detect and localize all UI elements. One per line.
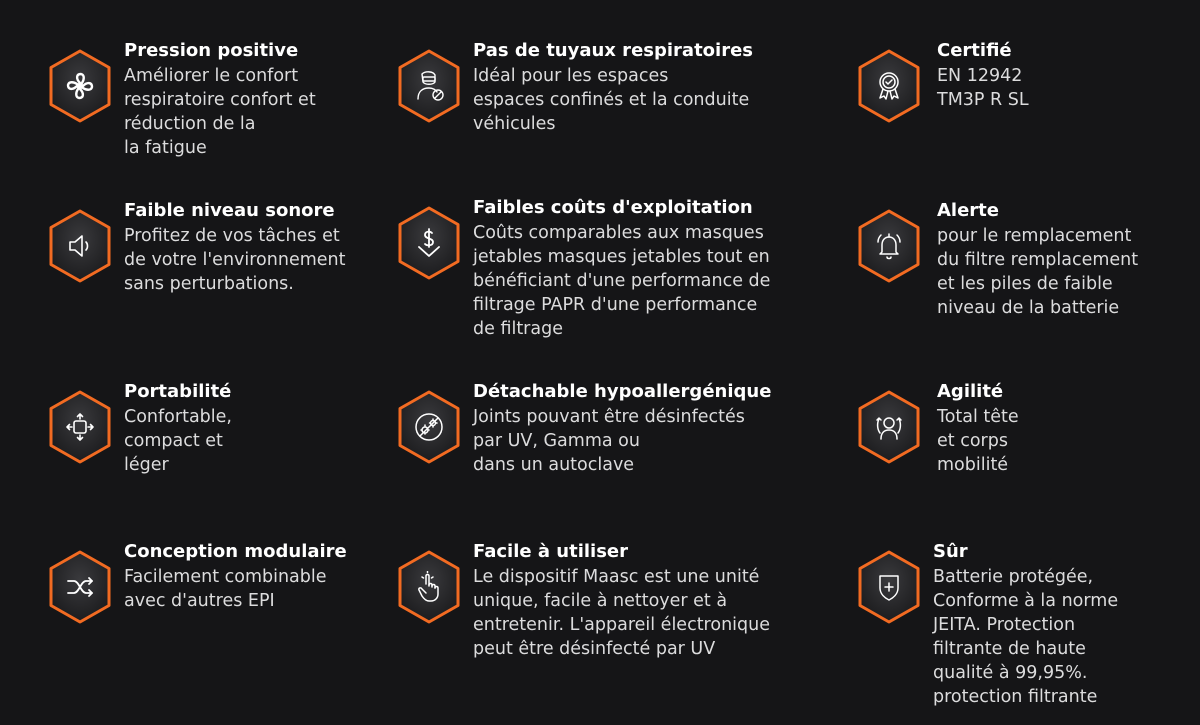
hexagon-badge [396,48,462,124]
feature-description [124,64,427,160]
feature-description [124,405,427,477]
feature-title: Faibles coûts d'exploitation [473,197,753,218]
hexagon-badge [856,549,922,625]
feature-text [124,541,427,613]
certificate-badge-icon [873,70,905,102]
feature-title: Alerte [937,200,999,221]
description-line: Joints pouvant être désinfectés [473,407,745,427]
head-rotation-icon [873,411,905,443]
description-line: du filtre remplacement [937,250,1139,270]
feature-description [937,224,1186,320]
feature-text [473,541,776,661]
description-line: Coûts comparables aux masques [473,223,764,243]
feature-text [937,381,1186,477]
description-line: bénéficiant d'une performance de [473,271,771,291]
description-line: Total tête [937,407,1019,427]
feature-text [124,381,427,477]
description-line: Conforme à la norme [933,591,1119,611]
description-line: respiratoire confort et [124,90,316,110]
description-line: Améliorer le confort [124,66,299,86]
description-line: pour le remplacement [937,226,1132,246]
description-line: et corps [937,431,1008,451]
feature-text [473,40,776,136]
feature-title: Faible niveau sonore [124,200,335,221]
description-line: compact et [124,431,223,451]
description-line: Idéal pour les espaces [473,66,669,86]
description-line: léger [124,455,169,475]
description-line: protection filtrante [933,687,1098,707]
shuffle-icon [64,571,96,603]
portable-arrows-icon [64,411,96,443]
feature-title: Certifié [937,40,1012,61]
dollar-down-arrow-icon [413,227,445,259]
feature-title: Pression positive [124,40,299,61]
feature-description [933,565,1186,709]
hexagon-badge [856,208,922,284]
description-line: avec d'autres EPI [124,591,275,611]
feature-description [473,565,776,661]
feature-description [937,64,1186,112]
feature-description [124,224,427,296]
speaker-low-volume-icon [64,230,96,262]
description-line: EN 12942 [937,66,1023,86]
hexagon-badge [47,48,113,124]
hexagon-badge [47,208,113,284]
description-line: de filtrage [473,319,563,339]
alarm-bell-icon [873,230,905,262]
description-line: Profitez de vos tâches et [124,226,340,246]
description-line: entretenir. L'appareil électronique [473,615,770,635]
feature-title: Facile à utiliser [473,541,629,562]
description-line: véhicules [473,114,556,134]
feature-text [937,40,1186,112]
feature-text [473,197,776,341]
description-line: réduction de la [124,114,256,134]
fan-icon [64,70,96,102]
feature-text [124,200,427,296]
description-line: par UV, Gamma ou [473,431,640,451]
feature-title: Conception modulaire [124,541,347,562]
description-line: la fatigue [124,138,207,158]
description-line: Le dispositif Maasc est une unité [473,567,760,587]
description-line: JEITA. Protection [933,615,1076,635]
description-line: Batterie protégée, [933,567,1094,587]
hexagon-badge [856,389,922,465]
description-line: qualité à 99,95%. [933,663,1088,683]
description-line: peut être désinfecté par UV [473,639,716,659]
description-line: TM3P R SL [937,90,1029,110]
feature-description [473,221,776,341]
feature-title: Détachable hypoallergénique [473,381,772,402]
hexagon-badge [856,48,922,124]
feature-text [933,541,1186,709]
feature-description [473,64,776,136]
feature-description [473,405,776,477]
hexagon-badge [47,549,113,625]
feature-title: Portabilité [124,381,232,402]
feature-text [124,40,427,160]
description-line: espaces confinés et la conduite [473,90,750,110]
feature-title: Pas de tuyaux respiratoires [473,40,754,61]
description-line: sans perturbations. [124,274,294,294]
description-line: niveau de la batterie [937,298,1120,318]
description-line: filtrante de haute [933,639,1086,659]
feature-text [937,200,1186,320]
description-line: de votre l'environnement [124,250,346,270]
hexagon-badge [47,389,113,465]
description-line: dans un autoclave [473,455,635,475]
description-line: Facilement combinable [124,567,327,587]
tap-finger-icon [413,571,445,603]
description-line: filtrage PAPR d'une performance [473,295,758,315]
description-line: Confortable, [124,407,232,427]
hexagon-badge [396,389,462,465]
feature-description [937,405,1186,477]
feature-text [473,381,776,477]
hexagon-badge [396,205,462,281]
description-line: mobilité [937,455,1009,475]
shield-plus-icon [873,571,905,603]
description-line: jetables masques jetables tout en [473,247,770,267]
no-allergen-icon [413,411,445,443]
hexagon-badge [396,549,462,625]
description-line: unique, facile à nettoyer et à [473,591,728,611]
feature-description [124,565,427,613]
feature-title: Sûr [933,541,968,562]
no-hose-respirator-icon [413,70,445,102]
feature-title: Agilité [937,381,1004,402]
description-line: et les piles de faible [937,274,1113,294]
